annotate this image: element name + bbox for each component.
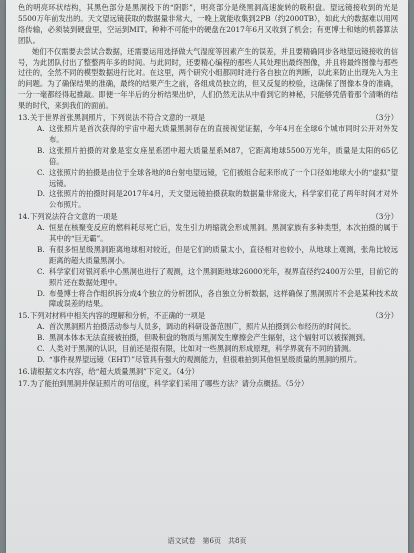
option-label: C. [37, 266, 45, 276]
option-d [18, 289, 398, 311]
option-a [18, 223, 398, 245]
option-text: 恒星在核聚变反应的燃料耗尽死亡后，发生引力坍缩就会形成黑洞。黑洞家族有多种类型，本次拍摄的属于其中的“巨无霸”。 [49, 223, 398, 244]
option-text: 这张照片是首次获得的宇宙中超大质量黑洞存在的直接视觉证据，今年4月在全球6个城市同时公开对外发布。 [49, 123, 398, 144]
option-label: C. [37, 167, 45, 177]
option-text: 布曼博士将合作组织拆分成4个独立的分析团队，各自独立分析数据，这样确保了黑洞照片不会是某种技术故障或误差的结果。 [49, 288, 398, 309]
question-number: 17. [18, 378, 30, 388]
option-label: D. [37, 189, 45, 199]
question-number: 16. [18, 366, 30, 376]
question-points: （3分） [371, 113, 398, 123]
option-a [18, 322, 398, 333]
question-points: （3分） [371, 212, 398, 222]
option-label: D. [37, 288, 45, 298]
option-text: 这张照片的拍摄时间是2017年4月，天文望远镜拍摄获取的数据量非常庞大，科学家们花了两年时间才对外公布照片。 [49, 189, 398, 210]
question-15 [18, 311, 398, 322]
question-number: 13. [18, 113, 30, 123]
option-label: A. [37, 123, 45, 133]
question-stem: 请根据文本内容，给“超大质量黑洞”下定义。（4分） [30, 366, 199, 376]
option-d [18, 355, 398, 366]
question-number: 14. [18, 212, 30, 222]
question-stem: 下列说法符合文意的一项是 [30, 212, 118, 222]
option-label: D. [37, 355, 45, 364]
question-number: 15. [18, 311, 30, 321]
question-stem: 关于世界首张黑洞照片，下列说法不符合文意的一项是 [30, 113, 206, 123]
option-label: B. [37, 244, 45, 254]
option-c [18, 267, 398, 289]
page-content [18, 3, 398, 390]
option-a [18, 124, 398, 146]
option-c [18, 344, 398, 355]
option-c [18, 168, 398, 190]
option-label: A. [37, 223, 45, 233]
option-b [18, 146, 398, 168]
option-text: 科学家们对银河系中心黑洞也进行了观测，这个黑洞距地球26000光年，视界直径约2400万公里，目前它的照片还在数据处理中。 [49, 266, 398, 287]
page-footer: 语文试卷 第6页 共8页 [167, 537, 247, 545]
question-points: （3分） [371, 311, 398, 321]
option-text: 这张照片的拍摄是由位于全球各地的8台射电望远镜，它们被组合起来形成了一个口径如地球大小的“虚拟”望远镜。 [49, 167, 398, 188]
option-text: 这张照片拍摄的对象是室女座星系团中超大质量星系M87，它距离地球5500万光年，质量是太阳的65亿倍。 [49, 145, 398, 166]
option-label: A. [37, 322, 45, 332]
option-b [18, 245, 398, 267]
question-17 [18, 379, 398, 390]
option-text: 黑洞本体本无法直接被拍摄，但吸积盘的物质与黑洞发生摩擦会产生辐射，这个辐射可以被探测到。 [49, 333, 371, 343]
option-b [18, 333, 398, 344]
option-label: C. [37, 344, 45, 354]
question-16 [18, 367, 398, 378]
option-text: “事件视界望远镜（EHT）”尽管具有强大的观测能力，但很难拍到其他恒星级质量的黑洞的照片。 [49, 355, 362, 364]
option-text: 人类对于黑洞的认识，目前还是很有限，比如对一些黑洞的形成原理，科学界就有不同的猜测。 [49, 344, 356, 354]
question-stem: 下列对材料中相关内容的理解和分析，不正确的一项是 [30, 311, 206, 321]
option-label: B. [37, 333, 45, 343]
option-text: 有很多恒星级黑洞距离地球相对较近，但是它们的质量太小，直径相对也较小，从地球上观测，张角比较远距离的超大质量黑洞小。 [49, 244, 398, 265]
option-d [18, 189, 398, 211]
option-text: 首次黑洞照片拍摄活动参与人员多，调动的科研设备范围广，照片从拍摄到公布经历的时间长。 [49, 322, 356, 332]
question-13 [18, 113, 398, 124]
passage-paragraph: 色的明亮环状结构，其黑色部分是黑洞投下的“阴影”，明亮部分是绕黑洞高速旋转的吸积盘。望远镜接收到的光是5500万年前发出的。天文望远镜获取的数据量非常大，一晚上就能收集到2PB（约2000TB），如此大的数据难以用网络传输，必须装到硬盘里，空运到MIT。种种不可能中的硬盘在2017年6月又收到了机会；有更博士和她的机器算法团队。 [18, 3, 398, 45]
exam-page [6, 0, 408, 553]
option-label: B. [37, 145, 45, 155]
question-14 [18, 212, 398, 223]
passage-paragraph: 她们不仅需要去尝试合数据，还需要运用选择做大气湿度等因素产生的误差，并且要精确同步各地望远镜接收的信号，为此团队付出了整整两年多的时间。与此同时，还要精心编程的那些人其处理出最终图像，并且将最终图像与那些过往的，全然不同的模型数据进行比对。在这里，两个研究小组都同时进行各自独立的判断，以此来防止出现先入为主的问题。为了确保结果的准确，最终的结果产生之前，各组成员独立的，但又反复的校验，这确保了图像本身的准确，一分一毫都经得起推敲。即便一年半后的分析结果出炉，人们仍然无法从中看到它的神秘，只能够凭借着那个清晰的结果的时代，来到我们的面前。 [18, 46, 398, 111]
question-stem: 为了能拍到黑洞并保证照片的可信度，科学家们采用了哪些方法？请分点概括。（5分） [30, 378, 309, 388]
